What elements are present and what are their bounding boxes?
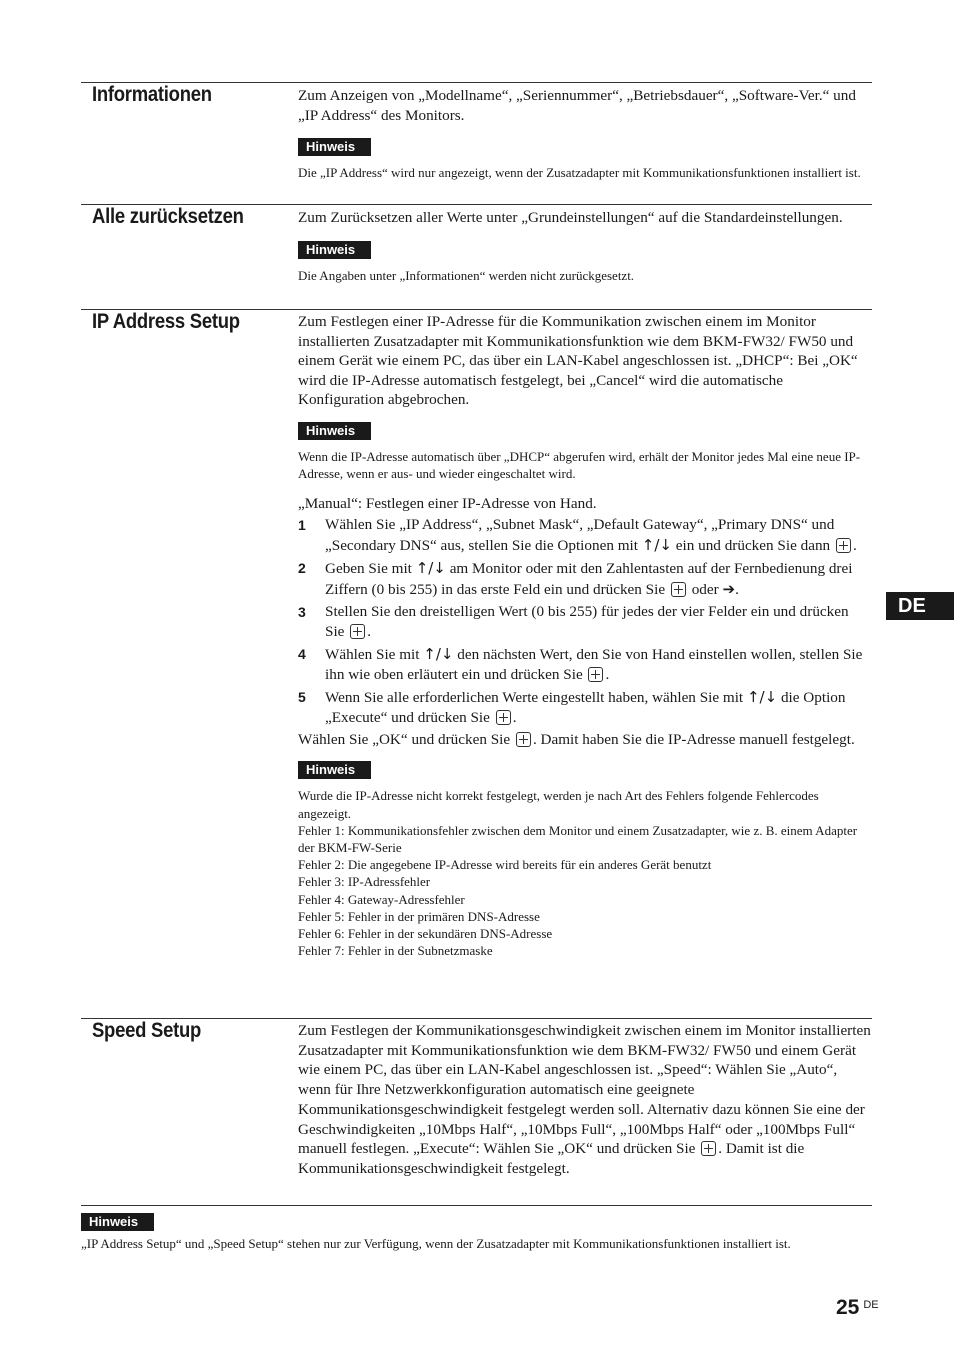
note-text: Die „IP Address“ wird nur angezeigt, wenn der Zusatzadapter mit Kommunikationsfunktionen installiert ist. [298, 165, 861, 181]
section-text: Zum Anzeigen von „Modellname“, „Seriennummer“, „Betriebsdauer“, „Software-Ver.“ und „IP Address“ des Monitors. [298, 87, 856, 124]
enter-button-icon [516, 732, 531, 747]
error-list [298, 787, 871, 959]
step-item: 4 Wählen Sie mit ↑/↓ den nächsten Wert, den Sie von Hand einstellen wollen, stellen Sie ihn wie oben erläutert ein und drücken Sie . [298, 644, 863, 684]
language-tab: DE [886, 592, 954, 620]
note-badge: Hinweis [298, 422, 371, 440]
enter-button-icon [496, 710, 511, 725]
note-text: „IP Address Setup“ und „Speed Setup“ stehen nur zur Verfügung, wenn der Zusatzadapter mit Kommunikationsfunktionen installiert ist. [81, 1236, 791, 1251]
section-body-speed-setup [298, 1021, 871, 1179]
step-item: 5 Wenn Sie alle erforderlichen Werte eingestellt haben, wählen Sie mit ↑/↓ die Option „Execute“ und drücken Sie . [298, 687, 846, 727]
step-number: 2 [298, 559, 306, 576]
note-line: Fehler 3: IP-Adressfehler [298, 874, 431, 890]
enter-button-icon [701, 1141, 716, 1156]
note-line: Fehler 2: Die angegebene IP-Adresse wird bereits für ein anderes Gerät benutzt [298, 857, 712, 873]
section-title-informationen: Informationen [92, 83, 212, 106]
up-down-arrow-icon: ↑/↓ [423, 644, 454, 663]
note-line: Fehler 4: Gateway-Adressfehler [298, 891, 465, 907]
note-badge: Hinweis [298, 761, 371, 779]
page-number-value: 25 [836, 1296, 860, 1319]
note-badge: Hinweis [298, 241, 371, 259]
manual-text: „Manual“: Festlegen einer IP-Adresse von Hand. [298, 495, 597, 513]
up-down-arrow-icon: ↑/↓ [415, 558, 446, 577]
note-line: Fehler 5: Fehler in der primären DNS-Adresse [298, 908, 540, 924]
note-line: Wurde die IP-Adresse nicht korrekt festgelegt, werden je nach Art des Fehlers folgende Fehlercodes angezeigt. [298, 788, 819, 821]
section-title-alle-zuruecksetzen: Alle zurücksetzen [92, 205, 244, 228]
section-body-alle-zuruecksetzen [298, 208, 871, 284]
step-item: 3 Stellen Sie den dreistelligen Wert (0 bis 255) für jedes der vier Felder ein und drücken Sie . [298, 602, 849, 641]
section-rule [81, 1205, 872, 1206]
note-line: Fehler 6: Fehler in der sekundären DNS-Adresse [298, 926, 553, 942]
final-text: Wählen Sie „OK“ und drücken Sie . Damit haben Sie die IP-Adresse manuell festgelegt. [298, 730, 855, 748]
note-text: Die Angaben unter „Informationen“ werden nicht zurückgesetzt. [298, 267, 635, 283]
section-text: Zum Festlegen der Kommunikationsgeschwindigkeit zwischen einem im Monitor installierten Zusatzadapter mit Kommunikationsfunktion wie dem BKM-FW32/ FW50 und einem Gerät wie einem PC, das über ein LAN-Kabel angeschlossen ist. „Speed“: Wählen Sie „Auto“, wenn für Ihre Netzwerkkonfiguration automatisch eine geeignete Kommunikationsgeschwindigkeit festgelegt werden soll. Alternativ dazu können Sie eine der Geschwindigkeiten „10Mbps Half“, „10Mbps Full“, „100Mbps Half“ oder „100Mbps Full“ manuell festlegen. „Execute“: Wählen Sie „OK“ und drücken Sie . Damit ist die Kommunikationsgeschwindigkeit festgelegt. [298, 1022, 871, 1177]
section-body-ip-address-setup [298, 312, 871, 960]
note-badge: Hinweis [81, 1213, 154, 1231]
step-number: 4 [298, 645, 306, 662]
note-line: Fehler 1: Kommunikationsfehler zwischen dem Monitor und einem Zusatzadapter, wie z. B. einem Adapter der BKM-FW-Serie [298, 822, 858, 856]
note-line: Fehler 7: Fehler in der Subnetzmaske [298, 943, 493, 959]
note-badge: Hinweis [298, 138, 371, 156]
right-arrow-icon: ➔ [722, 580, 736, 599]
enter-button-icon [671, 582, 686, 597]
up-down-arrow-icon: ↑/↓ [746, 687, 778, 706]
section-text: Zum Festlegen einer IP-Adresse für die Kommunikation zwischen einem im Monitor installierten Zusatzadapter mit Kommunikationsfunktion wie dem BKM-FW32/ FW50 und einem Gerät wie einem PC, das über ein LAN-Kabel angeschlossen ist. „DHCP“: Bei „OK“ wird die IP-Adresse automatisch festgelegt, bei „Cancel“ wird die automatische Konfiguration abgebrochen. [298, 313, 858, 409]
enter-button-icon [350, 624, 365, 639]
step-number: 1 [298, 516, 306, 533]
footer-note [81, 1213, 871, 1252]
step-item: 2 Geben Sie mit ↑/↓ am Monitor oder mit den Zahlentasten auf der Fernbedienung drei Ziffern (0 bis 255) in das erste Feld ein und drücken Sie oder ➔. [298, 558, 853, 599]
step-number: 5 [298, 688, 306, 705]
section-title-ip-address-setup: IP Address Setup [92, 310, 240, 333]
step-number: 3 [298, 603, 306, 620]
page-number [836, 1296, 879, 1320]
up-down-arrow-icon: ↑/↓ [641, 536, 672, 555]
enter-button-icon [588, 667, 603, 682]
section-title-speed-setup: Speed Setup [92, 1019, 202, 1042]
page-language: DE [863, 1299, 879, 1311]
step-item: 1 Wählen Sie „IP Address“, „Subnet Mask“, „Default Gateway“, „Primary DNS“ und „Secondary DNS“ aus, stellen Sie die Optionen mit ↑/↓ ein und drücken Sie dann . [298, 515, 857, 555]
note-text: Wenn die IP-Adresse automatisch über „DHCP“ abgerufen wird, erhält der Monitor jedes Mal eine neue IP-Adresse, wenn er aus- und wieder eingeschaltet wird. [298, 448, 861, 482]
enter-button-icon [836, 538, 851, 553]
section-text: Zum Zurücksetzen aller Werte unter „Grundeinstellungen“ auf die Standardeinstellungen. [298, 209, 843, 226]
section-body-informationen [298, 86, 871, 181]
